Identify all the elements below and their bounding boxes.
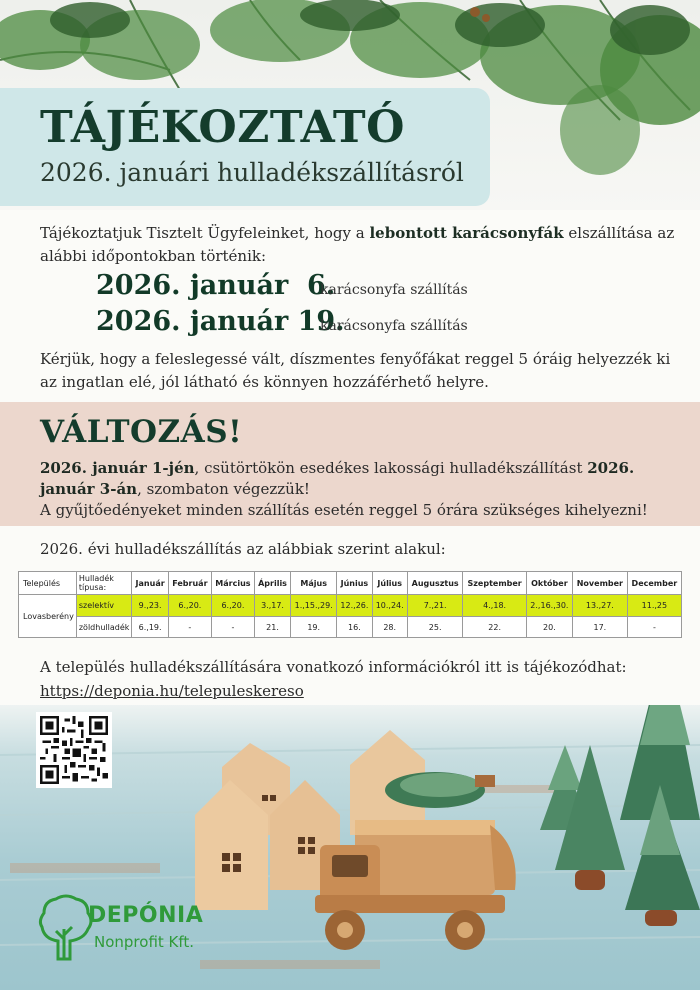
date-cell: 10.,24. xyxy=(372,595,407,617)
waste-type-cell: zöldhulladék xyxy=(76,617,132,638)
header-month: November xyxy=(572,572,627,595)
date-cell: 11.,25 xyxy=(627,595,681,617)
date-cell: 17. xyxy=(572,617,627,638)
header-month: Január xyxy=(132,572,168,595)
date-cell: 9.,23. xyxy=(132,595,168,617)
date-cell: 13.,27. xyxy=(572,595,627,617)
intro-paragraph xyxy=(40,222,680,268)
intro-text-bold: lebontott karácsonyfák xyxy=(369,224,564,242)
table-row xyxy=(19,595,682,617)
header-month: Október xyxy=(526,572,572,595)
change-text xyxy=(40,458,680,521)
pickup-note: karácsonyfa szállítás xyxy=(320,282,468,298)
header-settlement: Település xyxy=(19,572,77,595)
date-cell: 4.,18. xyxy=(463,595,526,617)
change-date-new: 2026. január 3-án xyxy=(40,459,635,498)
change-date-old: 2026. január 1-jén xyxy=(40,459,195,477)
header-month: Március xyxy=(211,572,254,595)
header-month: Július xyxy=(372,572,407,595)
date-cell: 25. xyxy=(407,617,463,638)
schedule-table xyxy=(18,571,682,638)
page-subtitle: 2026. januári hulladékszállításról xyxy=(40,158,464,187)
deponia-logo xyxy=(36,893,236,965)
pickup-date: 2026. január 6. xyxy=(96,270,336,301)
change-title: VÁLTOZÁS! xyxy=(40,414,243,450)
qr-code[interactable] xyxy=(36,712,112,788)
change-text-mid: , csütörtökön esedékes lakossági hulladékszállítást xyxy=(194,459,588,477)
date-cell: 19. xyxy=(291,617,337,638)
toy-garbage-truck xyxy=(315,772,516,950)
request-paragraph: Kérjük, hogy a feleslegessé vált, díszmentes fenyőfákat reggel 5 óráig helyezzék ki az ingatlan elé, jól látható és könnyen hozzáférhető helyre. xyxy=(40,350,671,391)
date-cell: - xyxy=(211,617,254,638)
header-month: Május xyxy=(291,572,337,595)
schedule-intro: 2026. évi hulladékszállítás az alábbiak szerint alakul: xyxy=(40,540,446,558)
header-month: Április xyxy=(254,572,290,595)
date-cell: 6.,20. xyxy=(168,595,211,617)
date-cell: - xyxy=(168,617,211,638)
date-cell: 1.,15.,29. xyxy=(291,595,337,617)
date-cell: 21. xyxy=(254,617,290,638)
table-row xyxy=(19,617,682,638)
date-cell: 12.,26. xyxy=(337,595,372,617)
intro-text-after: elszállítása az alábbi időpontokban történik: xyxy=(40,224,675,265)
date-cell: 2.,16.,30. xyxy=(526,595,572,617)
date-cell: 7.,21. xyxy=(407,595,463,617)
header-month: Szeptember xyxy=(463,572,526,595)
settlement-cell: Lovasberény xyxy=(19,595,77,638)
logo-name: DEPÓNIA xyxy=(88,903,204,928)
header-month: December xyxy=(627,572,681,595)
pickup-note: karácsonyfa szállítás xyxy=(320,318,468,334)
waste-type-cell: szelektív xyxy=(76,595,132,617)
info-paragraph xyxy=(40,655,680,703)
page-title: TÁJÉKOZTATÓ xyxy=(40,102,405,153)
date-cell: 22. xyxy=(463,617,526,638)
date-row xyxy=(96,306,468,337)
tree-logo-icon xyxy=(36,893,96,965)
table-header-row xyxy=(19,572,682,595)
info-link[interactable]: https://deponia.hu/telepuleskereso xyxy=(40,682,304,700)
date-cell: 16. xyxy=(337,617,372,638)
date-cell: - xyxy=(627,617,681,638)
header-waste-type: Hulladék típusa: xyxy=(76,572,132,595)
header-month: Február xyxy=(168,572,211,595)
info-text: A település hulladékszállítására vonatkozó információkról itt is tájékozódhat: xyxy=(40,658,627,676)
date-row xyxy=(96,270,468,301)
header-month: Június xyxy=(337,572,372,595)
date-cell: 6.,19. xyxy=(132,617,168,638)
decorative-pine-trees xyxy=(540,705,700,926)
header-month: Augusztus xyxy=(407,572,463,595)
date-cell: 6.,20. xyxy=(211,595,254,617)
date-cell: 20. xyxy=(526,617,572,638)
date-cell: 3.,17. xyxy=(254,595,290,617)
pickup-date: 2026. január 19. xyxy=(96,306,345,337)
logo-subtitle: Nonprofit Kft. xyxy=(94,933,195,951)
date-cell: 28. xyxy=(372,617,407,638)
intro-text-before: Tájékoztatjuk Tisztelt Ügyfeleinket, hogy a xyxy=(40,224,370,242)
change-text-line2: A gyűjtőedényeket minden szállítás esetén reggel 5 órára szükséges kihelyezni! xyxy=(40,501,648,519)
change-text-end: , szombaton végezzük! xyxy=(137,480,310,498)
